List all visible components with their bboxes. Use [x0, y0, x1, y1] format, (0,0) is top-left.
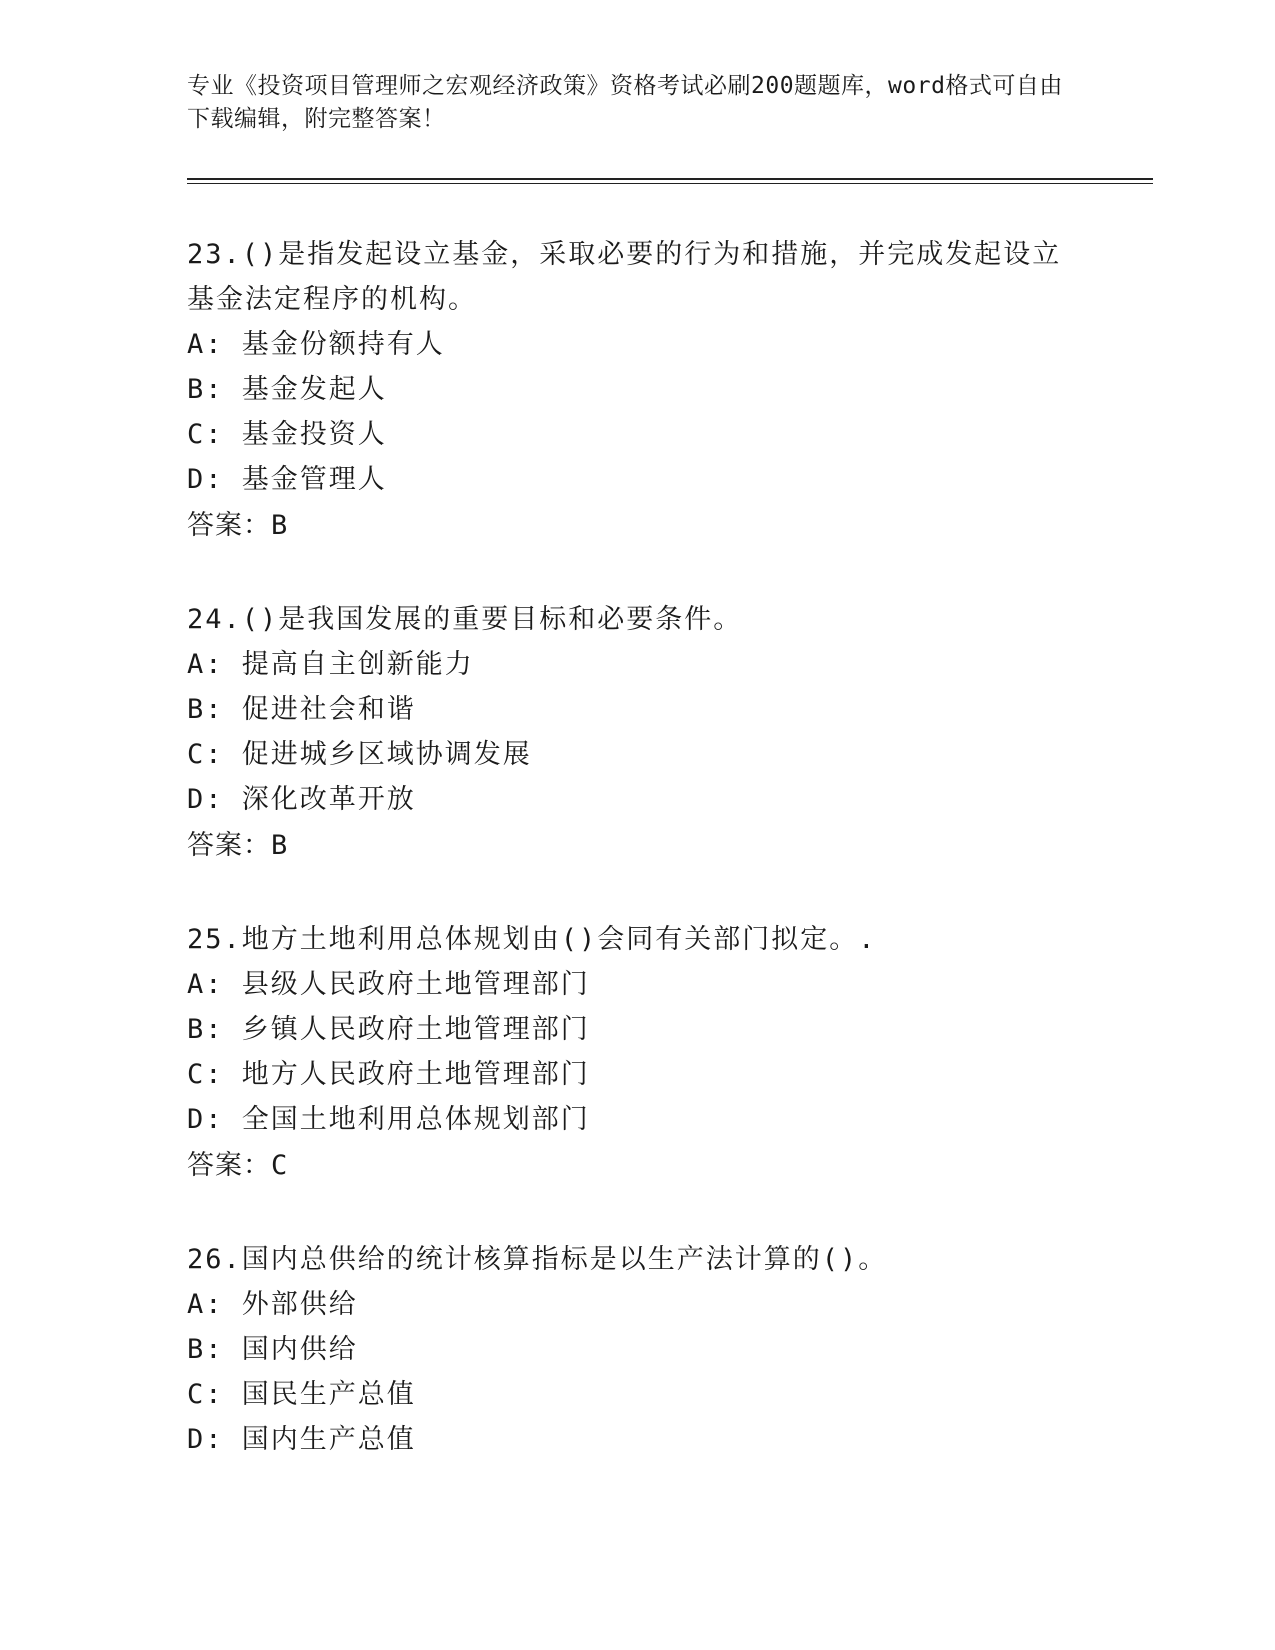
answer-label: 答案：: [187, 1150, 271, 1181]
question-stem: 24.()是我国发展的重要目标和必要条件。: [187, 604, 743, 635]
answer-value: B: [271, 830, 289, 861]
option-a: A: 提高自主创新能力: [187, 649, 474, 680]
option-b: B: 基金发起人: [187, 374, 387, 405]
option-b: B: 促进社会和谐: [187, 694, 416, 725]
question-stem: 26.国内总供给的统计核算指标是以生产法计算的()。: [187, 1244, 888, 1275]
option-c: C: 促进城乡区域协调发展: [187, 739, 532, 770]
option-c: C: 地方人民政府土地管理部门: [187, 1059, 590, 1090]
question-26: [187, 1237, 1147, 1462]
question-23: [187, 232, 1147, 549]
option-c: C: 国民生产总值: [187, 1379, 416, 1410]
option-a: A: 县级人民政府土地管理部门: [187, 969, 590, 1000]
option-d: D: 国内生产总值: [187, 1424, 416, 1455]
answer: [187, 822, 1147, 869]
answer-value: C: [271, 1150, 289, 1181]
option-a: A: 基金份额持有人: [187, 329, 445, 360]
header-divider: [187, 178, 1153, 184]
answer-label: 答案：: [187, 510, 271, 541]
answer-value: B: [271, 510, 289, 541]
option-a: A: 外部供给: [187, 1289, 358, 1320]
document-header: 专业《投资项目管理师之宏观经济政策》资格考试必刷200题题库，word格式可自由下载编辑，附完整答案！: [187, 73, 1063, 132]
option-d: D: 全国土地利用总体规划部门: [187, 1104, 590, 1135]
answer: [187, 502, 1147, 549]
option-d: D: 基金管理人: [187, 464, 387, 495]
option-b: B: 国内供给: [187, 1334, 358, 1365]
document-page: [187, 70, 1147, 1462]
question-24: [187, 597, 1147, 869]
option-b: B: 乡镇人民政府土地管理部门: [187, 1014, 590, 1045]
question-stem: 25.地方土地利用总体规划由()会同有关部门拟定。.: [187, 924, 877, 955]
answer: [187, 1142, 1147, 1189]
answer-label: 答案：: [187, 830, 271, 861]
option-d: D: 深化改革开放: [187, 784, 416, 815]
question-stem: 23.()是指发起设立基金，采取必要的行为和措施，并完成发起设立基金法定程序的机构。: [187, 239, 1062, 315]
question-25: [187, 917, 1147, 1189]
option-c: C: 基金投资人: [187, 419, 387, 450]
